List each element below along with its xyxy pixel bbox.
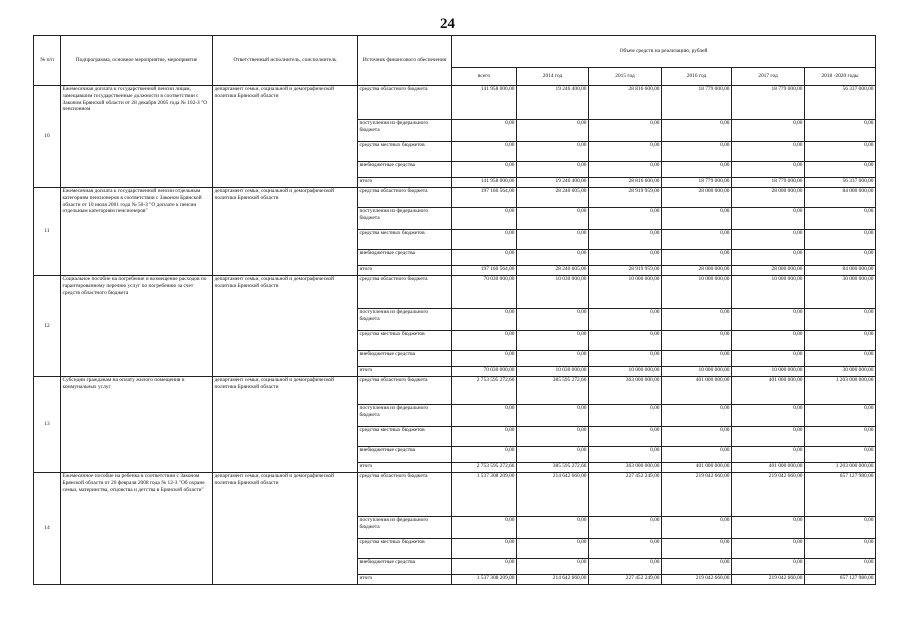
header-year-2018-2020: 2018 -2020 годы xyxy=(805,68,876,86)
amount-cell: 0,00 xyxy=(452,559,517,575)
amount-cell: 10 000 000,00 xyxy=(732,276,805,309)
amount-cell: 0,00 xyxy=(517,208,589,230)
amount-cell: 0,00 xyxy=(805,517,876,539)
amount-cell: 28 000 000,00 xyxy=(662,266,732,276)
amount-cell: 84 000 000,00 xyxy=(805,266,876,276)
executor-name: департамент семьи, социальной и демографической политики Брянской области xyxy=(213,86,358,188)
executor-name: департамент семьи, социальной и демографической политики Брянской области xyxy=(213,276,358,377)
amount-cell: 0,00 xyxy=(589,405,662,427)
amount-cell: 0,00 xyxy=(732,405,805,427)
amount-cell: 0,00 xyxy=(589,331,662,351)
funding-source: средства областного бюджета xyxy=(358,473,452,517)
amount-cell: 0,00 xyxy=(452,250,517,266)
page-number: 24 xyxy=(440,16,455,32)
amount-cell: 0,00 xyxy=(805,142,876,162)
amount-cell: 385 595 272,66 xyxy=(517,463,589,473)
amount-cell: 0,00 xyxy=(805,539,876,559)
amount-cell: 0,00 xyxy=(805,120,876,142)
amount-cell: 0,00 xyxy=(662,351,732,367)
header-year-total: всего xyxy=(452,68,517,86)
row-number: 10 xyxy=(34,86,61,188)
amount-cell: 0,00 xyxy=(589,162,662,178)
amount-cell: 0,00 xyxy=(589,447,662,463)
amount-cell: 0,00 xyxy=(452,351,517,367)
amount-cell: 0,00 xyxy=(732,331,805,351)
amount-cell: 0,00 xyxy=(662,208,732,230)
amount-cell: 0,00 xyxy=(662,331,732,351)
amount-cell: 28 000 000,00 xyxy=(732,266,805,276)
amount-cell: 197 160 564,00 xyxy=(452,188,517,208)
amount-cell: 363 000 000,00 xyxy=(589,463,662,473)
amount-cell: 0,00 xyxy=(589,351,662,367)
funding-source: средства областного бюджета xyxy=(358,188,452,208)
amount-cell: 657 127 980,00 xyxy=(805,473,876,517)
amount-cell: 56 337 000,00 xyxy=(805,86,876,120)
amount-cell: 10 000 000,00 xyxy=(589,276,662,309)
amount-cell: 219 042 660,00 xyxy=(662,473,732,517)
funding-source: итого xyxy=(358,266,452,276)
amount-cell: 0,00 xyxy=(662,427,732,447)
funding-source: поступления из федерального бюджета xyxy=(358,309,452,331)
amount-cell: 0,00 xyxy=(452,142,517,162)
table-row xyxy=(34,377,876,405)
funding-source: итого xyxy=(358,178,452,188)
amount-cell: 401 000 000,00 xyxy=(662,377,732,405)
amount-cell: 0,00 xyxy=(452,447,517,463)
amount-cell: 0,00 xyxy=(517,427,589,447)
header-year-2015: 2015 год xyxy=(589,68,662,86)
amount-cell: 1 203 000 000,00 xyxy=(805,463,876,473)
funding-source: поступления из федерального бюджета xyxy=(358,120,452,142)
amount-cell: 0,00 xyxy=(452,120,517,142)
header-source: Источник финансового обеспечения xyxy=(358,36,452,86)
amount-cell: 363 000 000,00 xyxy=(589,377,662,405)
funding-source: средства областного бюджета xyxy=(358,377,452,405)
amount-cell: 0,00 xyxy=(732,309,805,331)
amount-cell: 0,00 xyxy=(517,250,589,266)
amount-cell: 0,00 xyxy=(517,559,589,575)
funding-source: итого xyxy=(358,575,452,585)
table-row xyxy=(34,188,876,208)
amount-cell: 0,00 xyxy=(452,405,517,427)
amount-cell: 0,00 xyxy=(452,162,517,178)
amount-cell: 10 030 000,00 xyxy=(517,367,589,377)
amount-cell: 18 779 000,00 xyxy=(662,86,732,120)
amount-cell: 0,00 xyxy=(589,427,662,447)
amount-cell: 0,00 xyxy=(589,230,662,250)
funding-source: внебюджетные средства xyxy=(358,559,452,575)
header-executor: Ответственный исполнитель, соисполнитель xyxy=(213,36,358,86)
row-number: 14 xyxy=(34,473,61,585)
amount-cell: 0,00 xyxy=(805,405,876,427)
amount-cell: 0,00 xyxy=(805,331,876,351)
program-name: Ежемесячная доплата к государственной пенсии отдельным категориям пенсионеров в соответствии с Законом Брянской области от 10 июля 2001 года № 50-З "О доплате к пенсии отдельным категориям пенсионеров" xyxy=(61,188,213,276)
table-row xyxy=(34,276,876,309)
amount-cell: 0,00 xyxy=(517,405,589,427)
amount-cell: 0,00 xyxy=(732,162,805,178)
amount-cell: 0,00 xyxy=(732,250,805,266)
amount-cell: 0,00 xyxy=(662,250,732,266)
amount-cell: 0,00 xyxy=(732,230,805,250)
amount-cell: 0,00 xyxy=(805,351,876,367)
amount-cell: 0,00 xyxy=(732,559,805,575)
amount-cell: 0,00 xyxy=(805,230,876,250)
header-program: Подпрограмма, основное мероприятие, мероприятие xyxy=(61,36,213,86)
amount-cell: 227 452 249,00 xyxy=(589,575,662,585)
amount-cell: 18 779 000,00 xyxy=(662,178,732,188)
amount-cell: 28 000 000,00 xyxy=(732,188,805,208)
executor-name: департамент семьи, социальной и демографической политики Брянской области xyxy=(213,473,358,585)
funding-source: внебюджетные средства xyxy=(358,447,452,463)
amount-cell: 0,00 xyxy=(589,559,662,575)
amount-cell: 28 816 600,00 xyxy=(589,178,662,188)
amount-cell: 2 753 595 272,66 xyxy=(452,377,517,405)
amount-cell: 0,00 xyxy=(452,427,517,447)
amount-cell: 0,00 xyxy=(517,120,589,142)
header-num: № п/п xyxy=(34,36,61,86)
table-row xyxy=(34,473,876,517)
amount-cell: 0,00 xyxy=(452,309,517,331)
header-year-2017: 2017 год xyxy=(732,68,805,86)
amount-cell: 0,00 xyxy=(589,517,662,539)
funding-source: итого xyxy=(358,463,452,473)
amount-cell: 141 958 000,00 xyxy=(452,178,517,188)
amount-cell: 219 042 660,00 xyxy=(732,473,805,517)
amount-cell: 0,00 xyxy=(589,142,662,162)
program-name: Ежемесячная доплата к государственной пенсии лицам, замещавшим государственные должности в соответствии с Законом Брянской области от 28 декабря 2005 года № 102-З "О пенсионном xyxy=(61,86,213,188)
amount-cell: 0,00 xyxy=(732,208,805,230)
amount-cell: 10 000 000,00 xyxy=(662,276,732,309)
amount-cell: 0,00 xyxy=(662,447,732,463)
table-row xyxy=(34,86,876,120)
amount-cell: 385 595 272,66 xyxy=(517,377,589,405)
amount-cell: 28 816 600,00 xyxy=(589,86,662,120)
amount-cell: 0,00 xyxy=(517,230,589,250)
amount-cell: 0,00 xyxy=(662,142,732,162)
header-volume: Объем средств на реализацию, рублей xyxy=(452,36,876,68)
financing-table xyxy=(33,35,876,585)
amount-cell: 0,00 xyxy=(732,142,805,162)
program-name: Социальное пособие на погребение и возмещение расходов по гарантированному перечню услуг по погребению за счет средств областного бюджета xyxy=(61,276,213,377)
amount-cell: 197 160 564,00 xyxy=(452,266,517,276)
header-year-2014: 2014 год xyxy=(517,68,589,86)
amount-cell: 0,00 xyxy=(452,517,517,539)
program-name: Ежемесячное пособие на ребенка в соответствии с Законом Брянской области от 20 февраля 2008 года № 12-З "Об охране семьи, материнства, отцовства и детства в Брянской области" xyxy=(61,473,213,585)
amount-cell: 19 246 400,00 xyxy=(517,86,589,120)
executor-name: департамент семьи, социальной и демографической политики Брянской области xyxy=(213,188,358,276)
funding-source: средства местных бюджетов xyxy=(358,539,452,559)
amount-cell: 2 753 595 272,66 xyxy=(452,463,517,473)
amount-cell: 0,00 xyxy=(732,351,805,367)
amount-cell: 401 000 000,00 xyxy=(662,463,732,473)
amount-cell: 0,00 xyxy=(805,162,876,178)
amount-cell: 657 127 980,00 xyxy=(805,575,876,585)
amount-cell: 0,00 xyxy=(805,559,876,575)
amount-cell: 0,00 xyxy=(662,539,732,559)
program-name: Субсидии гражданам на оплату жилого помещения и коммунальных услуг xyxy=(61,377,213,473)
funding-source: средства областного бюджета xyxy=(358,86,452,120)
funding-source: поступления из федерального бюджета xyxy=(358,517,452,539)
amount-cell: 10 000 000,00 xyxy=(589,367,662,377)
amount-cell: 56 337 000,00 xyxy=(805,178,876,188)
amount-cell: 30 000 000,00 xyxy=(805,367,876,377)
amount-cell: 0,00 xyxy=(589,250,662,266)
funding-source: внебюджетные средства xyxy=(358,250,452,266)
amount-cell: 70 030 000,00 xyxy=(452,367,517,377)
amount-cell: 10 030 000,00 xyxy=(517,276,589,309)
amount-cell: 1 537 308 209,00 xyxy=(452,575,517,585)
funding-source: средства местных бюджетов xyxy=(358,142,452,162)
amount-cell: 0,00 xyxy=(517,539,589,559)
amount-cell: 0,00 xyxy=(662,517,732,539)
amount-cell: 0,00 xyxy=(662,405,732,427)
funding-source: средства местных бюджетов xyxy=(358,331,452,351)
amount-cell: 28 919 959,00 xyxy=(589,188,662,208)
amount-cell: 0,00 xyxy=(517,142,589,162)
amount-cell: 0,00 xyxy=(662,230,732,250)
funding-source: итого xyxy=(358,367,452,377)
amount-cell: 401 000 000,00 xyxy=(732,377,805,405)
amount-cell: 18 779 000,00 xyxy=(732,86,805,120)
amount-cell: 0,00 xyxy=(805,208,876,230)
amount-cell: 18 779 000,00 xyxy=(732,178,805,188)
executor-name: департамент семьи, социальной и демографической политики Брянской области xyxy=(213,377,358,473)
amount-cell: 0,00 xyxy=(589,208,662,230)
row-number: 12 xyxy=(34,276,61,377)
amount-cell: 28 000 000,00 xyxy=(662,188,732,208)
funding-source: средства местных бюджетов xyxy=(358,427,452,447)
amount-cell: 0,00 xyxy=(732,539,805,559)
funding-source: поступления из федерального бюджета xyxy=(358,405,452,427)
amount-cell: 141 958 000,00 xyxy=(452,86,517,120)
funding-source: внебюджетные средства xyxy=(358,162,452,178)
amount-cell: 0,00 xyxy=(662,120,732,142)
amount-cell: 0,00 xyxy=(805,309,876,331)
funding-source: поступления из федерального бюджета xyxy=(358,208,452,230)
amount-cell: 0,00 xyxy=(805,250,876,266)
amount-cell: 28 919 959,00 xyxy=(589,266,662,276)
amount-cell: 0,00 xyxy=(805,427,876,447)
amount-cell: 0,00 xyxy=(662,559,732,575)
amount-cell: 0,00 xyxy=(517,517,589,539)
amount-cell: 10 000 000,00 xyxy=(662,367,732,377)
amount-cell: 0,00 xyxy=(517,447,589,463)
amount-cell: 219 042 660,00 xyxy=(662,575,732,585)
amount-cell: 10 000 000,00 xyxy=(732,367,805,377)
amount-cell: 84 000 000,00 xyxy=(805,188,876,208)
amount-cell: 70 030 000,00 xyxy=(452,276,517,309)
amount-cell: 0,00 xyxy=(732,120,805,142)
amount-cell: 19 246 400,00 xyxy=(517,178,589,188)
amount-cell: 219 042 660,00 xyxy=(732,575,805,585)
funding-source: средства местных бюджетов xyxy=(358,230,452,250)
amount-cell: 28 240 605,00 xyxy=(517,266,589,276)
amount-cell: 214 642 660,00 xyxy=(517,575,589,585)
amount-cell: 0,00 xyxy=(517,351,589,367)
amount-cell: 0,00 xyxy=(452,208,517,230)
amount-cell: 0,00 xyxy=(452,230,517,250)
amount-cell: 1 537 308 209,00 xyxy=(452,473,517,517)
amount-cell: 30 000 000,00 xyxy=(805,276,876,309)
amount-cell: 0,00 xyxy=(517,162,589,178)
amount-cell: 0,00 xyxy=(452,539,517,559)
amount-cell: 0,00 xyxy=(732,447,805,463)
amount-cell: 0,00 xyxy=(662,309,732,331)
amount-cell: 0,00 xyxy=(732,517,805,539)
amount-cell: 227 452 249,00 xyxy=(589,473,662,517)
amount-cell: 401 000 000,00 xyxy=(732,463,805,473)
amount-cell: 1 203 000 000,00 xyxy=(805,377,876,405)
amount-cell: 0,00 xyxy=(732,427,805,447)
row-number: 13 xyxy=(34,377,61,473)
row-number: 11 xyxy=(34,188,61,276)
amount-cell: 0,00 xyxy=(589,309,662,331)
funding-source: внебюджетные средства xyxy=(358,351,452,367)
amount-cell: 0,00 xyxy=(452,331,517,351)
amount-cell: 214 642 660,00 xyxy=(517,473,589,517)
amount-cell: 0,00 xyxy=(517,331,589,351)
amount-cell: 0,00 xyxy=(589,539,662,559)
amount-cell: 0,00 xyxy=(589,120,662,142)
amount-cell: 28 240 605,00 xyxy=(517,188,589,208)
amount-cell: 0,00 xyxy=(662,162,732,178)
amount-cell: 0,00 xyxy=(517,309,589,331)
amount-cell: 0,00 xyxy=(805,447,876,463)
header-year-2016: 2016 год xyxy=(662,68,732,86)
funding-source: средства областного бюджета xyxy=(358,276,452,309)
